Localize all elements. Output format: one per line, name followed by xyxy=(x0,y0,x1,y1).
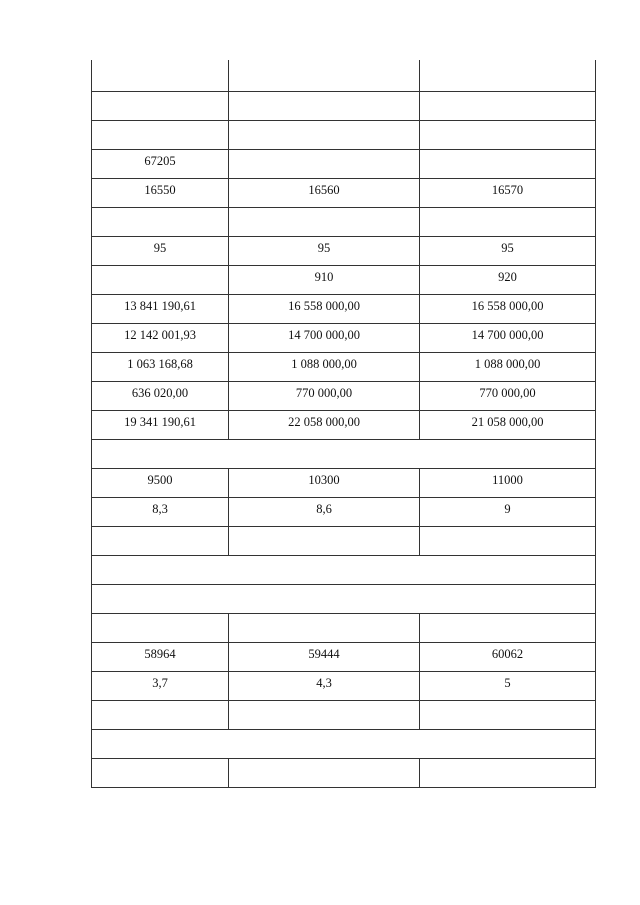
table-cell-col2: 4,3 xyxy=(229,671,420,700)
table-cell-col1 xyxy=(92,700,229,729)
table-cell-col2 xyxy=(229,120,420,149)
table-cell-col3: 1 088 000,00 xyxy=(420,352,596,381)
table-cell-col1: 13 841 190,61 xyxy=(92,294,229,323)
table-cell-col3 xyxy=(420,120,596,149)
table-span-cell xyxy=(92,729,596,758)
table-cell-col2 xyxy=(229,207,420,236)
table-cell-col3: 920 xyxy=(420,265,596,294)
table-row xyxy=(92,584,596,613)
table-cell-col2 xyxy=(229,60,420,91)
table-cell-col3: 60062 xyxy=(420,642,596,671)
table-cell-col2: 16560 xyxy=(229,178,420,207)
table-row xyxy=(92,236,596,265)
table-row xyxy=(92,410,596,439)
table-cell-col1: 67205 xyxy=(92,149,229,178)
table-row xyxy=(92,555,596,584)
table-cell-col3 xyxy=(420,700,596,729)
table-cell-col1 xyxy=(92,526,229,555)
table-cell-col2: 22 058 000,00 xyxy=(229,410,420,439)
table-row xyxy=(92,60,596,91)
table-row xyxy=(92,642,596,671)
table-row xyxy=(92,497,596,526)
table-cell-col3: 5 xyxy=(420,671,596,700)
table-cell-col1: 95 xyxy=(92,236,229,265)
table-cell-col1: 58964 xyxy=(92,642,229,671)
table-cell-col2: 770 000,00 xyxy=(229,381,420,410)
table-cell-col3 xyxy=(420,526,596,555)
table-cell-col3: 21 058 000,00 xyxy=(420,410,596,439)
table-cell-col2 xyxy=(229,91,420,120)
table-row xyxy=(92,613,596,642)
table-cell-col1 xyxy=(92,207,229,236)
table-span-cell xyxy=(92,584,596,613)
table-cell-col3: 770 000,00 xyxy=(420,381,596,410)
table-cell-col3 xyxy=(420,207,596,236)
table-cell-col2 xyxy=(229,700,420,729)
table-row xyxy=(92,120,596,149)
table-cell-col2: 910 xyxy=(229,265,420,294)
table-cell-col2 xyxy=(229,526,420,555)
table-row xyxy=(92,323,596,352)
table-cell-col2 xyxy=(229,149,420,178)
table-row xyxy=(92,294,596,323)
table-cell-col2: 16 558 000,00 xyxy=(229,294,420,323)
table-cell-col3: 16570 xyxy=(420,178,596,207)
table-row xyxy=(92,178,596,207)
table-cell-col1 xyxy=(92,265,229,294)
table-row xyxy=(92,149,596,178)
table-cell-col1: 636 020,00 xyxy=(92,381,229,410)
table-row xyxy=(92,729,596,758)
table-cell-col2: 95 xyxy=(229,236,420,265)
data-table xyxy=(91,60,596,788)
table-cell-col3: 14 700 000,00 xyxy=(420,323,596,352)
table-row xyxy=(92,265,596,294)
table-span-cell xyxy=(92,439,596,468)
table-cell-col3: 9 xyxy=(420,497,596,526)
table-row xyxy=(92,207,596,236)
table-row xyxy=(92,381,596,410)
table-cell-col2: 10300 xyxy=(229,468,420,497)
table-cell-col3 xyxy=(420,613,596,642)
table-cell-col1 xyxy=(92,120,229,149)
table-cell-col1: 8,3 xyxy=(92,497,229,526)
table-cell-col1 xyxy=(92,91,229,120)
table-cell-col1: 3,7 xyxy=(92,671,229,700)
table-row xyxy=(92,700,596,729)
table-cell-col3: 16 558 000,00 xyxy=(420,294,596,323)
table-cell-col1: 1 063 168,68 xyxy=(92,352,229,381)
table-row xyxy=(92,439,596,468)
table-cell-col1: 12 142 001,93 xyxy=(92,323,229,352)
table-row xyxy=(92,91,596,120)
table-row xyxy=(92,526,596,555)
table-cell-col1: 19 341 190,61 xyxy=(92,410,229,439)
table-cell-col2 xyxy=(229,613,420,642)
table-cell-col1: 9500 xyxy=(92,468,229,497)
table-span-cell xyxy=(92,555,596,584)
table-row xyxy=(92,758,596,787)
table-cell-col1 xyxy=(92,613,229,642)
table-cell-col1 xyxy=(92,758,229,787)
table-row xyxy=(92,468,596,497)
table-cell-col1 xyxy=(92,60,229,91)
table-cell-col3 xyxy=(420,149,596,178)
table-cell-col3: 11000 xyxy=(420,468,596,497)
table-row xyxy=(92,671,596,700)
table-cell-col2: 1 088 000,00 xyxy=(229,352,420,381)
table-cell-col3 xyxy=(420,758,596,787)
table-row xyxy=(92,352,596,381)
table-cell-col3 xyxy=(420,60,596,91)
table-cell-col2: 8,6 xyxy=(229,497,420,526)
table-body xyxy=(92,60,596,787)
table-cell-col2: 14 700 000,00 xyxy=(229,323,420,352)
table-cell-col2 xyxy=(229,758,420,787)
table-cell-col3: 95 xyxy=(420,236,596,265)
table-cell-col1: 16550 xyxy=(92,178,229,207)
table-cell-col2: 59444 xyxy=(229,642,420,671)
table-cell-col3 xyxy=(420,91,596,120)
